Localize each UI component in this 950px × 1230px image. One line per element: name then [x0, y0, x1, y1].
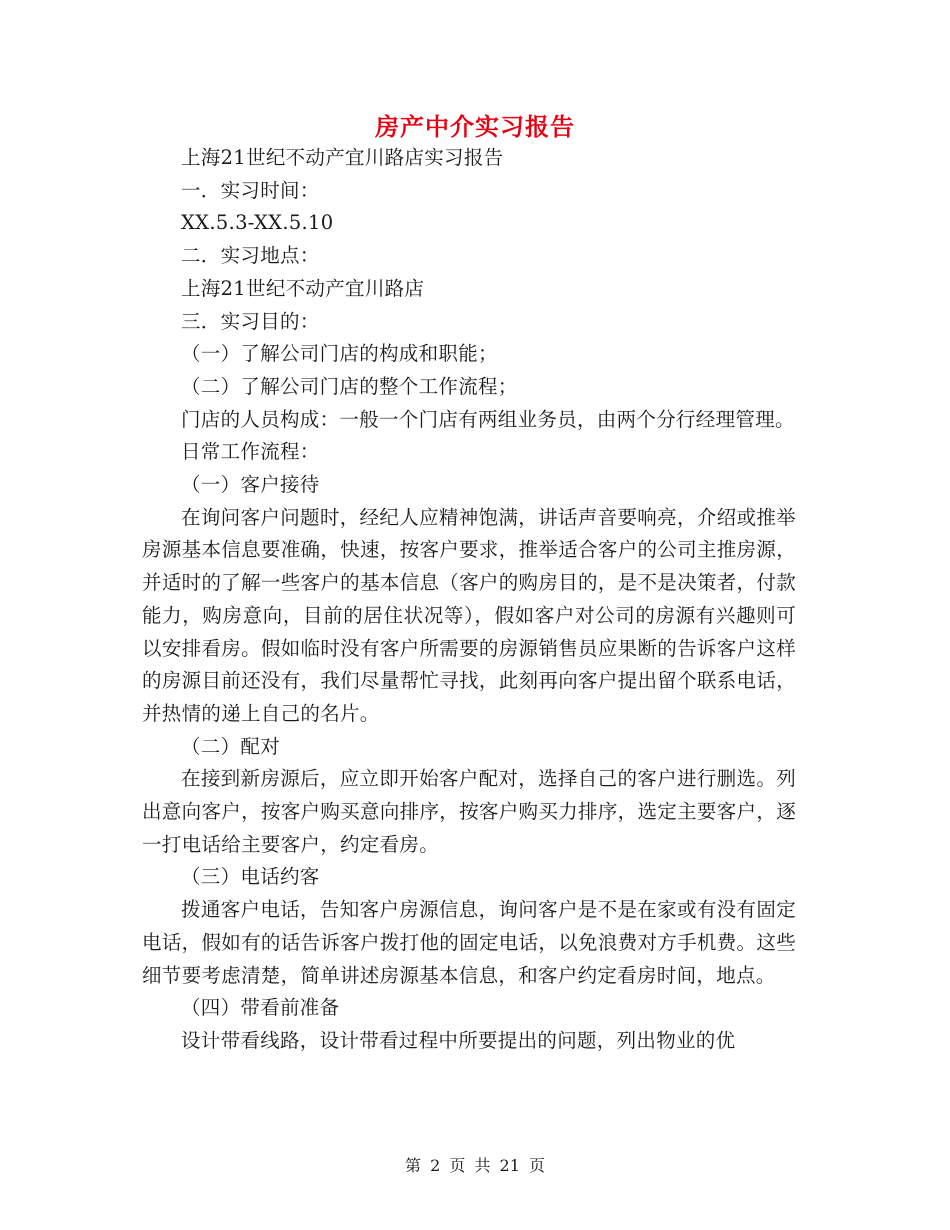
paragraph-section-time-heading: 一．实习时间：: [181, 178, 320, 202]
paragraph-workflow-2-heading: （二）配对: [181, 734, 281, 758]
paragraph-staff-composition: 门店的人员构成：一般一个门店有两组业务员，由两个分行经理管理。: [181, 407, 795, 431]
page-number-footer: 第 2 页 共 21 页: [405, 1156, 545, 1175]
paragraph-workflow-1-heading: （一）客户接待: [181, 473, 320, 497]
paragraph-workflow-2-body: 在接到新房源后，应立即开始客户配对，选择自己的客户进行删选。列出意向客户，按客户购买意向排序，按客户购买力排序，选定主要客户，逐一打电话给主要客户，约定看房。: [142, 767, 796, 856]
paragraph-workflow-3-heading: （三）电话约客: [181, 865, 320, 889]
paragraph-subtitle: 上海21世纪不动产宜川路店实习报告: [181, 146, 504, 169]
paragraph-workflow-1-body: 在询问客户问题时，经纪人应精神饱满，讲话声音要响亮，介绍或推举房源基本信息要准确，快速，按客户要求，推举适合客户的公司主推房源，并适时的了解一些客户的基本信息（客户的购房目的，是不是决策者，付款能力，购房意向，目前的居住状况等），假如客户对公司的房源有兴趣则可以安排看房。假如临时没有客户所需要的房源销售员应果断的告诉客户这样的房源目前还没有，我们尽量帮忙寻找，此刻再向客户提出留个联系电话，并热情的递上自己的名片。: [142, 505, 796, 725]
paragraph-workflow-3-body: 拨通客户电话，告知客户房源信息，询问客户是不是在家或有没有固定电话，假如有的话告诉客户拨打他的固定电话，以免浪费对方手机费。这些细节要考虑清楚，简单讲述房源基本信息，和客户约定看房时间，地点。: [142, 898, 796, 987]
paragraph-section-place-value: 上海21世纪不动产宜川路店: [181, 276, 425, 300]
paragraph-section-time-value: XX.5.3-XX.5.10: [181, 211, 334, 235]
paragraph-purpose-item-2: （二）了解公司门店的整个工作流程；: [181, 374, 518, 398]
paragraph-workflow-4-heading: （四）带看前准备: [181, 996, 340, 1020]
paragraph-section-place-heading: 二．实习地点：: [181, 244, 320, 268]
paragraph-workflow-4-body: 设计带看线路，设计带看过程中所要提出的问题，列出物业的优: [181, 1028, 736, 1052]
document-body: [142, 142, 796, 1058]
paragraph-daily-workflow-heading: 日常工作流程：: [181, 440, 320, 464]
paragraph-section-purpose-heading: 三．实习目的：: [181, 309, 320, 333]
document-title: 房产中介实习报告: [375, 112, 575, 141]
paragraph-purpose-item-1: （一）了解公司门店的构成和职能；: [181, 342, 498, 366]
